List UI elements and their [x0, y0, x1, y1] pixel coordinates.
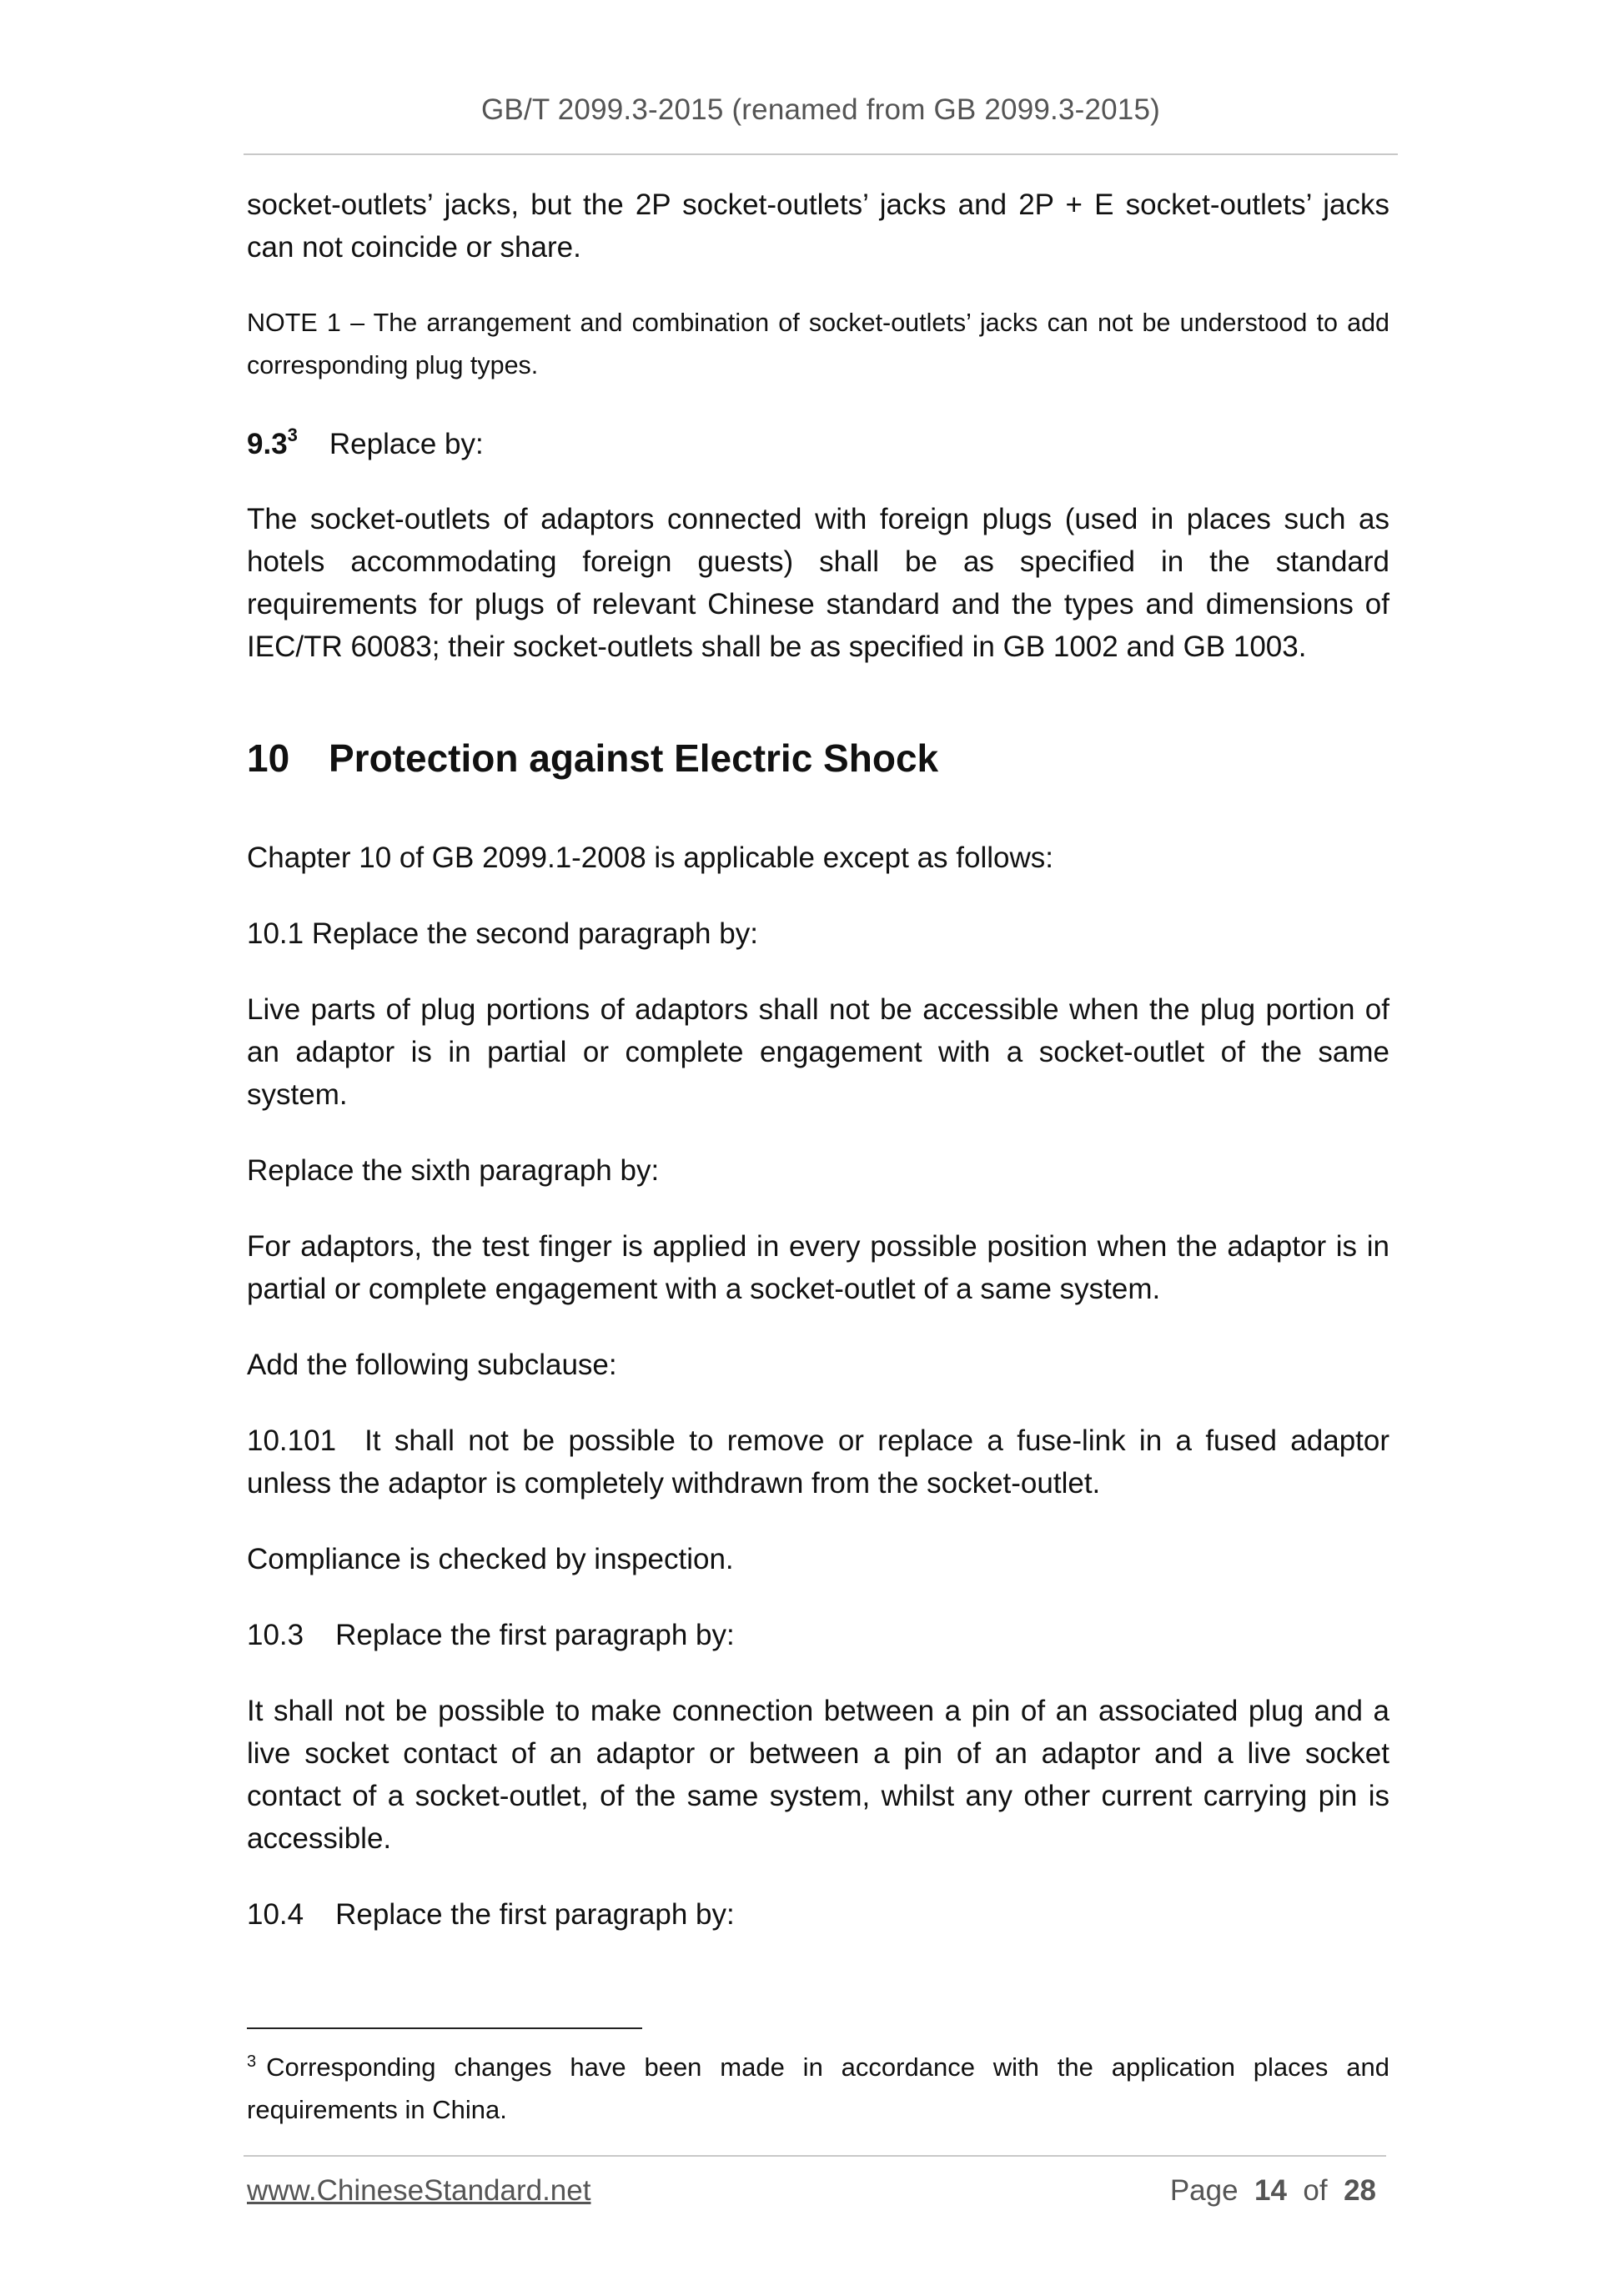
of-word: of — [1303, 2174, 1328, 2207]
note-1: NOTE 1 – The arrangement and combination of socket-outlets’ jacks can not be understood to add corresponding plug types. — [247, 309, 1389, 379]
footnote-ref-3: 3 — [287, 425, 298, 446]
clause-10-3-label: Replace the first paragraph by: — [335, 1619, 735, 1651]
paragraph-test-finger: For adaptors, the test finger is applied in every possible position when the adaptor is in partial or complete engagement with a socket-outlet of a same system. — [247, 1230, 1389, 1305]
paragraph-continued-text: socket-outlets’ jacks, but the 2P socket-outlets’ jacks and 2P + E socket-outlets’ jacks can not coincide or share. — [247, 188, 1389, 264]
clause-10-101-number: 10.101 — [247, 1424, 337, 1457]
clause-10-4-number: 10.4 — [247, 1898, 304, 1931]
footer-divider — [244, 2155, 1386, 2157]
footnote-text: Corresponding changes have been made in accordance with the application places and requirements in China. — [247, 2052, 1389, 2124]
paragraph-10-3: It shall not be possible to make connection between a pin of an associated plug and a live socket contact of an adaptor or between a pin of an adaptor and a live socket contact of a socket-outlet, of the same system, whilst any other current carrying pin is accessible. — [247, 1695, 1389, 1855]
paragraph-live-parts: Live parts of plug portions of adaptors shall not be accessible when the plug portion of an adaptor is in partial or complete engagement with a socket-outlet of the same system. — [247, 993, 1389, 1111]
section-10-heading — [247, 736, 938, 781]
clause-9-3-number: 9.3 — [247, 428, 288, 460]
clause-10-4-label: Replace the first paragraph by: — [335, 1898, 735, 1931]
footnote-divider — [247, 2027, 642, 2029]
clause-10-4-title — [247, 1893, 735, 1936]
paragraph-add-subclause: Add the following subclause: — [247, 1349, 617, 1381]
page-indicator — [1170, 2174, 1376, 2208]
paragraph-sixth: Replace the sixth paragraph by: — [247, 1154, 660, 1187]
section-10-number: 10 — [247, 736, 290, 780]
page-header: GB/T 2099.3-2015 (renamed from GB 2099.3-2015) — [480, 93, 1160, 126]
page-number: 14 — [1254, 2174, 1287, 2207]
clause-9-3-title — [247, 423, 484, 465]
clause-9-3-label: Replace by: — [329, 428, 484, 460]
paragraph-continued — [247, 183, 1389, 269]
paragraph-9-3: The socket-outlets of adaptors connected with foreign plugs (used in places such as hotels accommodating foreign guests) shall be as specified in the standard requirements for plugs of relevant Chinese standard and the types and dimensions of IEC/TR 60083; their socket-outlets shall be as specified in GB 1002 and GB 1003. — [247, 503, 1389, 663]
header-divider — [244, 153, 1398, 155]
footnote-3 — [247, 2046, 1389, 2131]
paragraph-10-1: 10.1 Replace the second paragraph by: — [247, 917, 758, 950]
paragraph-chapter-10: Chapter 10 of GB 2099.1-2008 is applicable except as follows: — [247, 842, 1053, 874]
page-total: 28 — [1344, 2174, 1376, 2207]
clause-10-101 — [247, 1419, 1389, 1505]
clause-10-3-number: 10.3 — [247, 1619, 304, 1651]
paragraph-compliance: Compliance is checked by inspection. — [247, 1543, 734, 1575]
clause-10-101-text: It shall not be possible to remove or replace a fuse-link in a fused adaptor unless the adaptor is completely withdrawn from the socket-outlet. — [247, 1424, 1389, 1500]
clause-10-3-title — [247, 1614, 735, 1656]
section-10-title: Protection against Electric Shock — [329, 736, 939, 780]
page-word: Page — [1169, 2174, 1239, 2207]
footnote-mark: 3 — [247, 2052, 257, 2071]
website-link[interactable]: www.ChineseStandard.net — [247, 2174, 591, 2207]
